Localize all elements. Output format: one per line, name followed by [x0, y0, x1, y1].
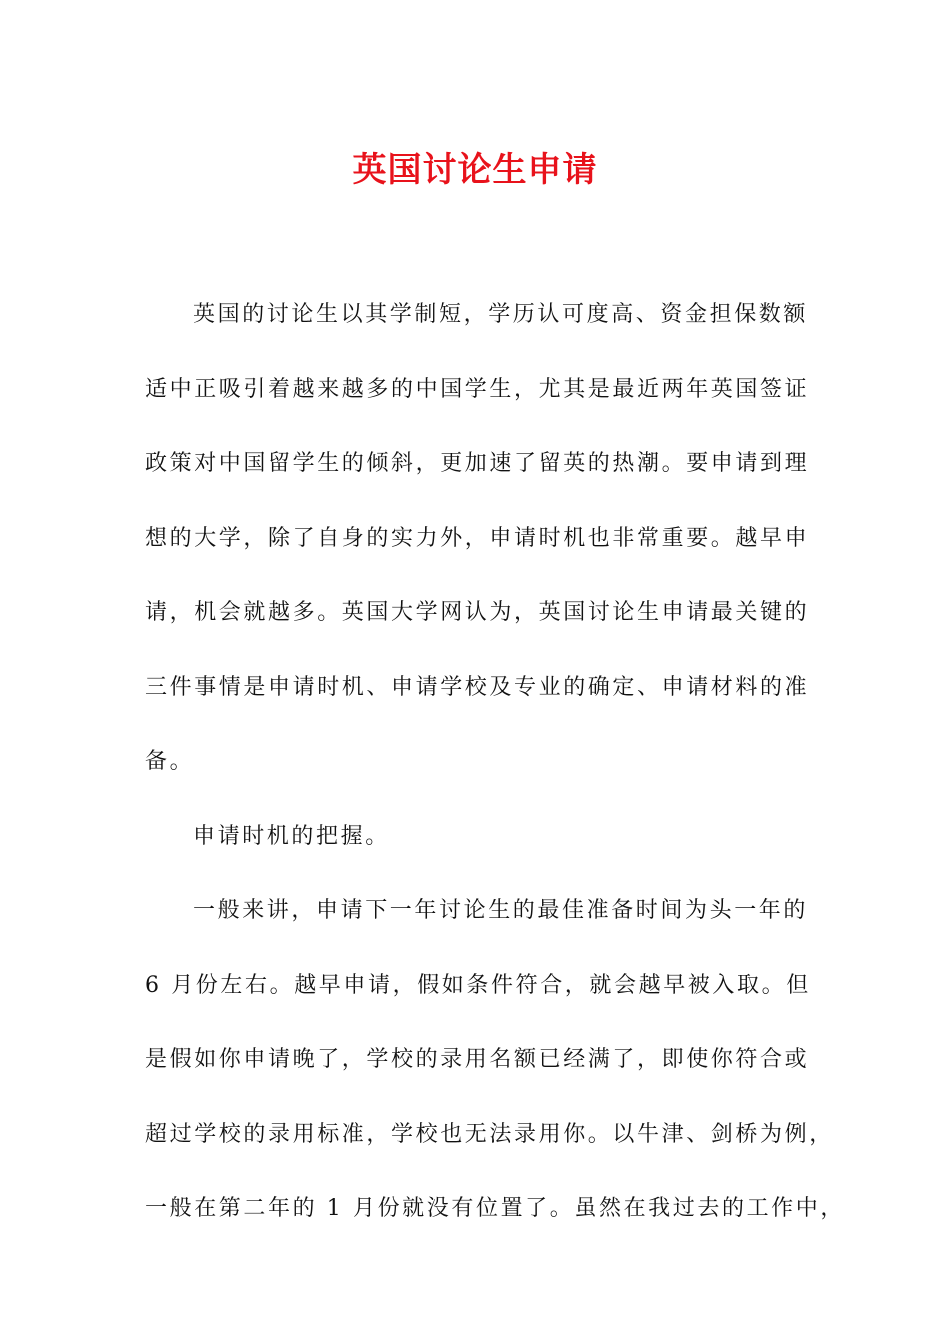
paragraph-line: 适中正吸引着越来越多的中国学生，尤其是最近两年英国签证: [145, 376, 810, 402]
paragraph-line: 英国的讨论生以其学制短，学历认可度高、资金担保数额: [193, 302, 809, 327]
paragraph-line: 政策对中国留学生的倾斜，更加速了留英的热潮。要申请到理: [145, 451, 810, 476]
paragraph-line: 请，机会就越多。英国大学网认为，英国讨论生申请最关键的: [145, 600, 810, 625]
paragraph-line: 一般在第二年的 1 月份就没有位置了。虽然在我过去的工作中，: [145, 1196, 845, 1221]
paragraph-line: 6 月份左右。越早申请，假如条件符合，就会越早被入取。但: [145, 972, 811, 998]
paragraph-line: 是假如你申请晚了，学校的录用名额已经满了，即使你符合或: [145, 1047, 810, 1072]
paragraph-line: 超过学校的录用标准，学校也无法录用你。以牛津、剑桥为例，: [145, 1121, 834, 1147]
paragraph-line: 想的大学，除了自身的实力外，申请时机也非常重要。越早申: [145, 525, 810, 551]
paragraph-line: 备。: [145, 749, 195, 774]
section-heading-line: 申请时机的把握。: [193, 823, 390, 849]
paragraph-line: 一般来讲，申请下一年讨论生的最佳准备时间为头一年的: [193, 898, 809, 923]
document-body: [145, 278, 845, 1247]
paragraph-line: 三件事情是申请时机、申请学校及专业的确定、申请材料的准: [145, 674, 810, 700]
document-title: 英国讨论生申请: [352, 150, 598, 190]
